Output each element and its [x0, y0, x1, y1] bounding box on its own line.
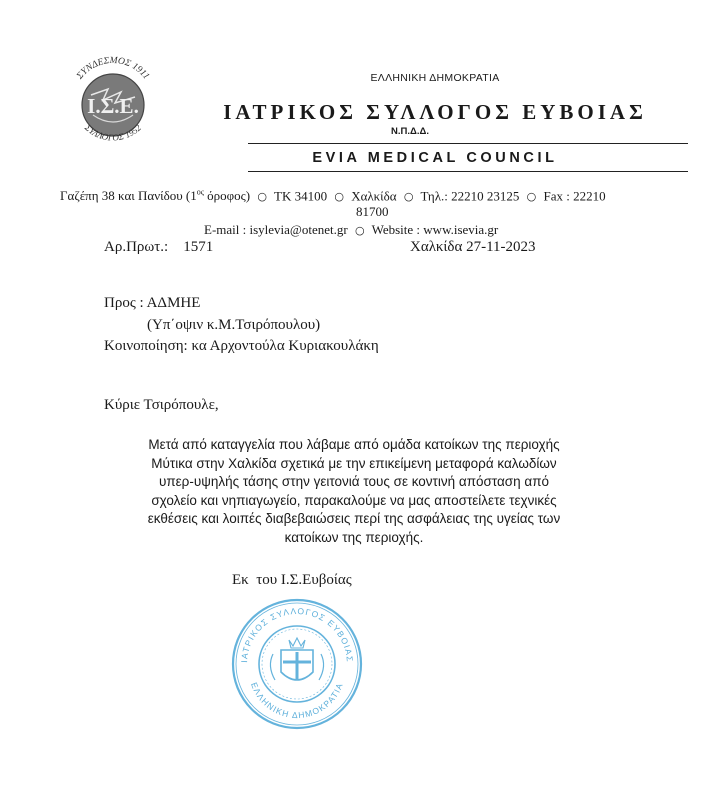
recipient-cc: Κοινοποίηση: κα Αρχοντούλα Κυριακουλάκη	[104, 338, 379, 354]
separator-icon: ○	[334, 190, 344, 204]
address: Γαζέπη 38 και Πανίδου ($1^{o\varsigma}$ όροφος)	[60, 188, 251, 204]
fax-continuation: 81700	[356, 204, 389, 219]
body-line: υπερ-υψηλής τάσης στην γειτονιά τους σε κοντινή απόσταση από	[158, 474, 550, 490]
body-line: Μύτικα στην Χαλκίδα σχετικά με την επικείμενη μεταφορά καλωδίων	[151, 455, 557, 471]
city: Χαλκίδα	[351, 188, 397, 204]
body-line: εκθέσεις και λοιπές διαβεβαιώσεις περί της ασφάλειας της υγείας των	[147, 511, 561, 527]
republic-label: ΕΛΛΗΝΙΚΗ ΔΗΜΟΚΡΑΤΙΑ	[370, 72, 500, 84]
separator-icon: ○	[355, 224, 365, 237]
svg-text:ΕΛΛΗΝΙΚΗ ΔΗΜΟΚΡΑΤΙΑ	[249, 681, 345, 720]
logo-monogram: Ι.Σ.Ε.	[87, 94, 139, 118]
protocol-number: Αρ.Πρωτ.: 1571	[104, 239, 214, 255]
salutation: Κύριε Τσιρόπουλε,	[104, 397, 219, 413]
header-rule-bottom	[248, 171, 688, 172]
phone: Τηλ.: 22210 23125	[420, 188, 520, 204]
fax: Fax : 22210	[543, 188, 606, 204]
contact-address-line	[60, 188, 680, 204]
recipient-to: Προς : ΑΔΜΗΕ	[104, 295, 201, 311]
header-rule-top	[248, 143, 688, 144]
letter-date: Χαλκίδα 27-11-2023	[410, 239, 536, 255]
postcode: ΤΚ 34100	[274, 188, 328, 204]
logo-top-text: ΣΥΝΔΕΣΜΟΣ 1911	[75, 55, 151, 82]
email-link[interactable]: E-mail : isylevia@otenet.gr	[204, 222, 348, 237]
association-logo	[63, 43, 163, 161]
body-line: σχολείο και νηπιαγωγείο, παρακαλούμε να μας αποστείλετε τεχνικές	[151, 492, 557, 508]
stamp-top-text: ΙΑΤΡΙΚΟΣ ΣΥΛΛΟΓΟΣ ΕΥΒΟΙΑΣ	[238, 605, 356, 663]
website-link[interactable]: Website : www.isevia.gr	[371, 222, 499, 237]
body-line: Μετά από καταγγελία που λάβαμε από ομάδα κατοίκων της περιοχής	[148, 437, 560, 452]
separator-icon: ○	[526, 190, 537, 204]
legal-form: Ν.Π.Δ.Δ.	[391, 126, 429, 137]
logo-bottom-text: ΣΥΛΛΟΓΟΣ 1952	[82, 122, 144, 143]
contact-web-line	[204, 222, 498, 238]
stamp-bottom-text: ΕΛΛΗΝΙΚΗ ΔΗΜΟΚΡΑΤΙΑ	[249, 680, 345, 721]
organization-name-english: EVIA MEDICAL COUNCIL	[312, 150, 558, 166]
signature-line: Εκ του Ι.Σ.Ευβοίας	[232, 572, 352, 588]
recipient-attention: (Υπ΄οψιν κ.Μ.Τσιρόπουλου)	[147, 317, 321, 333]
organization-name: ΙΑΤΡΙΚΟΣ ΣΥΛΛΟΓΟΣ ΕΥΒΟΙΑΣ	[223, 100, 647, 124]
separator-icon: ○	[403, 190, 414, 204]
letter-body	[104, 436, 604, 548]
separator-icon: ○	[257, 190, 267, 204]
body-line: κατοίκων της περιοχής.	[284, 529, 424, 545]
official-stamp	[229, 596, 365, 732]
